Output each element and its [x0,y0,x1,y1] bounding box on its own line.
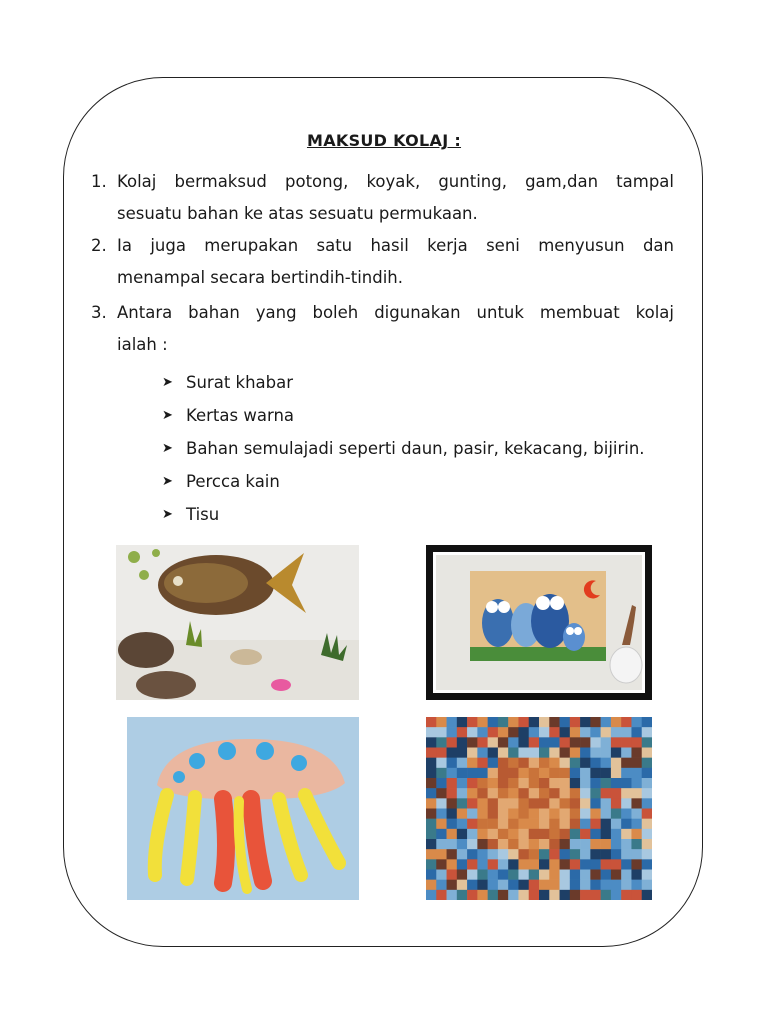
material-item: ➤ Bahan semulajadi seperti daun, pasir, kekacang, bijirin. [162,432,645,465]
arrow-bullet-icon: ➤ [162,507,173,522]
list-item-3: 3. Antara bahan yang boleh digunakan untuk membuat kolaj ialah : [91,303,674,354]
arrow-bullet-icon: ➤ [162,441,173,456]
list-item-1: 1. Kolaj bermaksud potong, koyak, gunting, gam,dan tampal sesuatu bahan ke atas sesuatu permukaan. [91,172,674,223]
material-item: ➤ Surat khabar [162,366,645,399]
owl-collage-image [426,545,652,700]
arrow-bullet-icon: ➤ [162,375,173,390]
arrow-bullet-icon: ➤ [162,474,173,489]
photo-mosaic-image [426,717,652,900]
fish-collage-image [116,545,359,700]
materials-list [162,366,645,531]
material-item: ➤ Percca kain [162,465,645,498]
list-item-2: 2. Ia juga merupakan satu hasil kerja seni menyusun dan menampal secara bertindih-tindih. [91,236,674,287]
arrow-bullet-icon: ➤ [162,408,173,423]
material-item: ➤ Kertas warna [162,399,645,432]
jellyfish-collage-image [127,717,359,900]
material-item: ➤ Tisu [162,498,645,531]
page-title: MAKSUD KOLAJ : [306,131,462,150]
